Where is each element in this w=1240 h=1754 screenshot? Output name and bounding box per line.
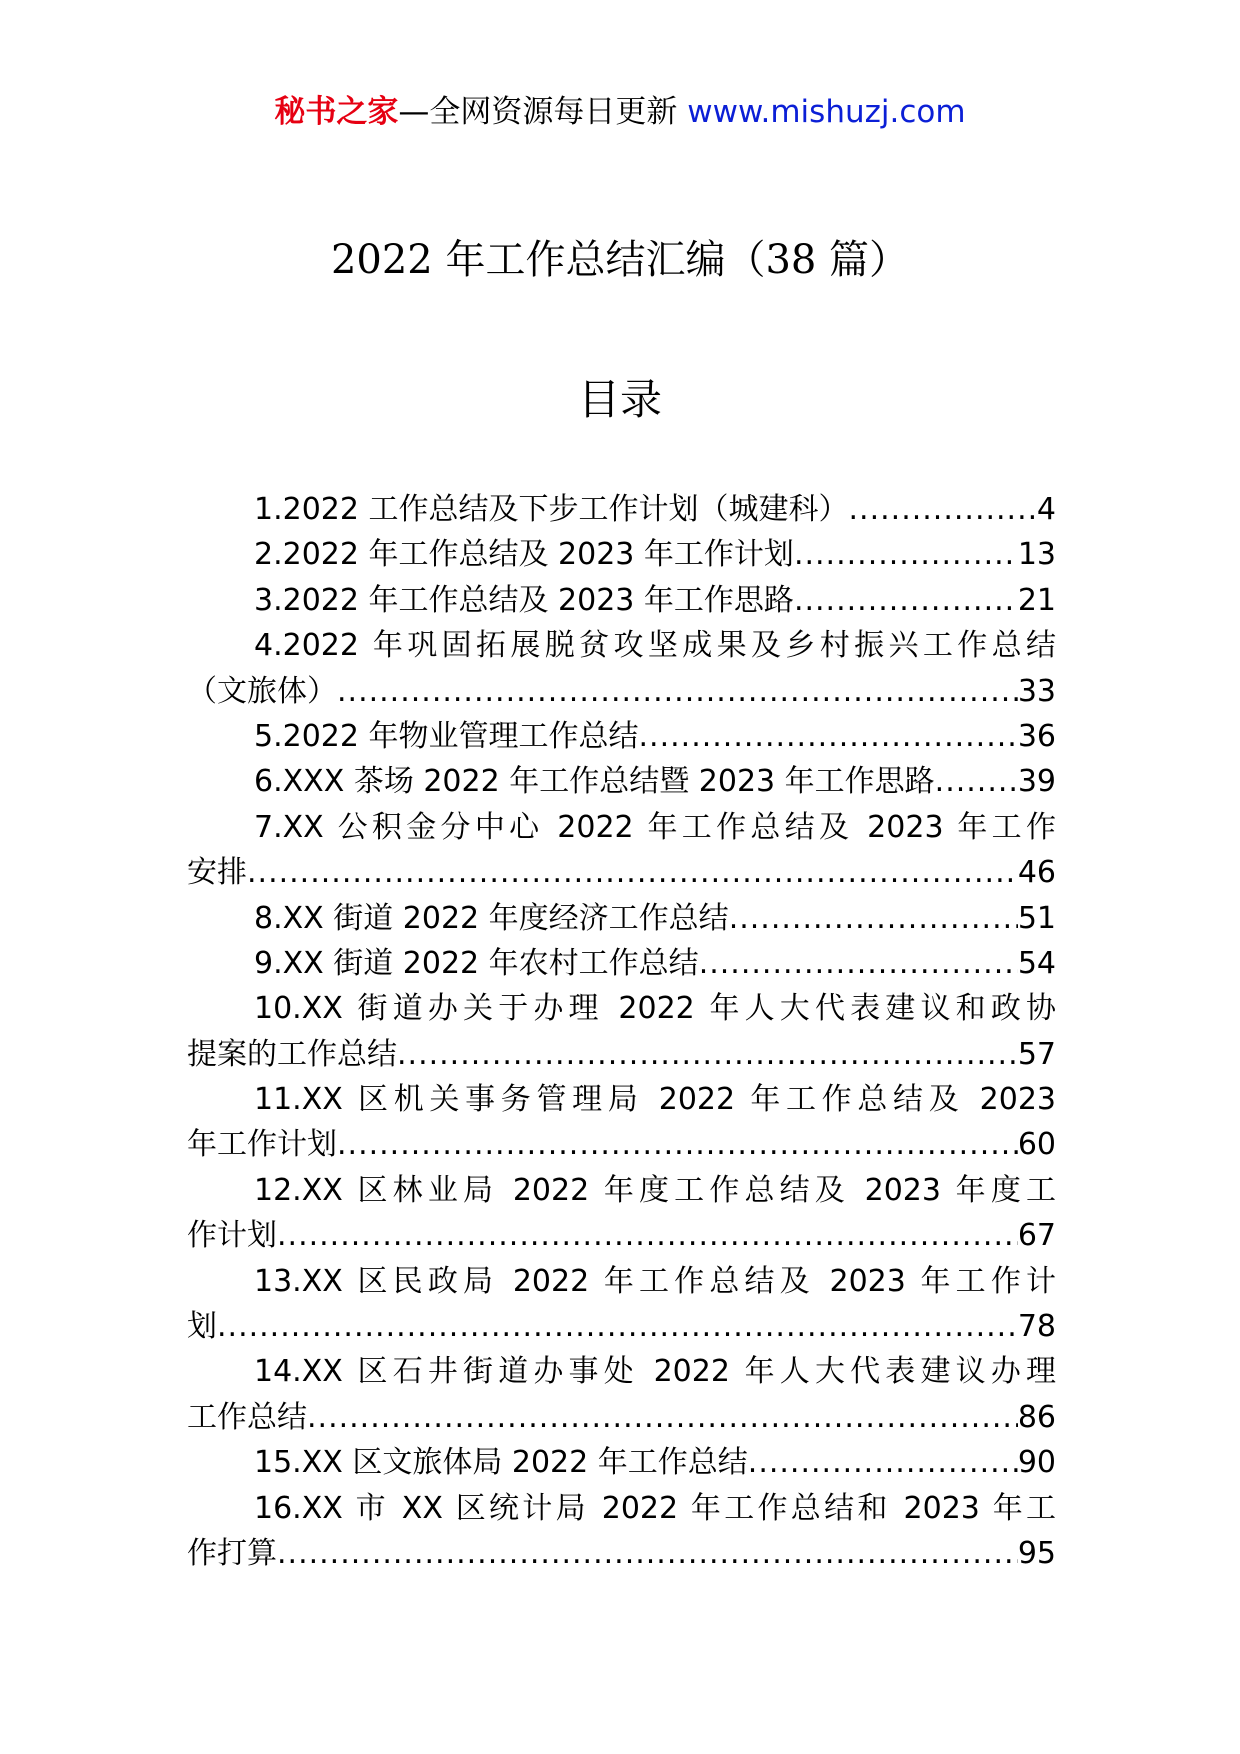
toc-dot-leader — [247, 850, 1018, 895]
toc-entry-line[interactable] — [187, 1349, 1056, 1394]
toc-page-number: 39 — [1017, 764, 1056, 800]
toc-entry-title: 年工作计划 — [187, 1127, 337, 1163]
toc-entry-title: 7.XX 公积金分中心 2022 年工作总结及 2023 年工作 — [254, 809, 1056, 845]
toc-entry-line[interactable] — [187, 1304, 1056, 1349]
toc-entry-title: 安排 — [187, 855, 247, 891]
toc-dot-leader — [639, 714, 1018, 759]
toc-entry-line[interactable] — [187, 1077, 1056, 1122]
toc-entry-line[interactable] — [187, 532, 1056, 577]
toc-dot-leader — [794, 532, 1018, 577]
table-of-contents — [187, 487, 1056, 1576]
site-url-link[interactable]: www.mishuzj.com — [687, 94, 966, 130]
toc-entry-title: 1.2022 工作总结及下步工作计划（城建科） — [254, 492, 849, 527]
toc-entry-title: （文旅体） — [187, 673, 337, 709]
toc-entry-line[interactable] — [187, 1395, 1056, 1440]
toc-entry-line[interactable] — [187, 714, 1056, 759]
toc-entry-title: 作打算 — [187, 1535, 277, 1571]
toc-dot-leader — [397, 1032, 1018, 1077]
toc-page-number: 57 — [1017, 1036, 1056, 1072]
toc-page-number: 36 — [1017, 718, 1056, 754]
toc-page-number: 90 — [1017, 1445, 1056, 1481]
toc-page-number: 78 — [1017, 1309, 1056, 1345]
toc-page-number: 86 — [1017, 1399, 1056, 1435]
toc-dot-leader — [794, 578, 1018, 623]
toc-entry-title: 作计划 — [187, 1218, 277, 1254]
toc-entry-line[interactable] — [187, 1122, 1056, 1167]
toc-entry-line[interactable] — [187, 1168, 1056, 1213]
toc-dot-leader — [307, 1395, 1018, 1440]
toc-entry-title: 2.2022 年工作总结及 2023 年工作计划 — [254, 537, 794, 573]
toc-entry-line[interactable] — [187, 1531, 1056, 1576]
toc-dot-leader — [699, 941, 1018, 986]
toc-dot-leader — [748, 1440, 1018, 1485]
toc-entry-line[interactable] — [187, 896, 1056, 941]
toc-dot-leader — [337, 1122, 1018, 1167]
toc-dot-leader — [217, 1304, 1018, 1349]
toc-page-number: 33 — [1017, 673, 1056, 709]
toc-entry-title: 8.XX 街道 2022 年度经济工作总结 — [254, 900, 729, 936]
toc-entry-line[interactable] — [187, 941, 1056, 986]
toc-entry-title: 10.XX 街道办关于办理 2022 年人大代表建议和政协 — [254, 991, 1056, 1027]
toc-dot-leader — [277, 1531, 1018, 1576]
toc-entry-line[interactable] — [187, 805, 1056, 850]
toc-entry-line[interactable] — [187, 1486, 1056, 1531]
toc-entry-line[interactable] — [187, 487, 1056, 532]
toc-entry-title: 3.2022 年工作总结及 2023 年工作思路 — [254, 582, 794, 618]
toc-dot-leader — [849, 487, 1037, 532]
toc-page-number: 4 — [1036, 492, 1056, 527]
toc-page-number: 60 — [1017, 1127, 1056, 1163]
document-title: 2022 年工作总结汇编（38 篇） — [330, 237, 910, 283]
toc-entry-line[interactable] — [187, 759, 1056, 804]
toc-entry-line[interactable] — [187, 850, 1056, 895]
toc-entry-line[interactable] — [187, 986, 1056, 1031]
toc-page-number: 13 — [1017, 537, 1056, 573]
toc-page-number: 67 — [1017, 1218, 1056, 1254]
toc-entry-title: 12.XX 区林业局 2022 年度工作总结及 2023 年度工 — [254, 1172, 1056, 1208]
toc-entry-title: 4.2022 年巩固拓展脱贫攻坚成果及乡村振兴工作总结 — [254, 628, 1056, 664]
toc-page-number: 21 — [1017, 582, 1056, 618]
toc-heading: 目录 — [577, 375, 662, 424]
toc-dot-leader — [935, 759, 1018, 804]
toc-entry-title: 16.XX 市 XX 区统计局 2022 年工作总结和 2023 年工 — [254, 1490, 1056, 1526]
toc-entry-title: 9.XX 街道 2022 年农村工作总结 — [254, 945, 699, 981]
toc-page-number: 51 — [1017, 900, 1056, 936]
toc-entry-title: 13.XX 区民政局 2022 年工作总结及 2023 年工作计 — [254, 1263, 1056, 1299]
toc-entry-line[interactable] — [187, 1259, 1056, 1304]
toc-entry-title: 14.XX 区石井街道办事处 2022 年人大代表建议办理 — [254, 1354, 1056, 1390]
toc-entry-line[interactable] — [187, 1213, 1056, 1258]
brand-name: 秘书之家 — [274, 94, 399, 130]
toc-entry-title: 5.2022 年物业管理工作总结 — [254, 718, 639, 754]
toc-page-number: 54 — [1017, 945, 1056, 981]
toc-dot-leader — [337, 669, 1018, 714]
toc-entry-line[interactable] — [187, 578, 1056, 623]
toc-entry-title: 11.XX 区机关事务管理局 2022 年工作总结及 2023 — [254, 1082, 1056, 1118]
toc-entry-line[interactable] — [187, 1032, 1056, 1077]
toc-page-number: 46 — [1017, 855, 1056, 891]
header-tagline: —全网资源每日更新 — [398, 94, 678, 130]
toc-entry-title: 提案的工作总结 — [187, 1036, 397, 1072]
toc-entry-line[interactable] — [187, 669, 1056, 714]
toc-entry-title: 6.XXX 茶场 2022 年工作总结暨 2023 年工作思路 — [254, 764, 935, 800]
toc-entry-line[interactable] — [187, 623, 1056, 668]
toc-page-number: 95 — [1017, 1535, 1056, 1571]
site-header — [0, 92, 1240, 132]
toc-dot-leader — [277, 1213, 1018, 1258]
toc-entry-title: 工作总结 — [187, 1399, 307, 1435]
toc-dot-leader — [729, 896, 1018, 941]
toc-entry-title: 15.XX 区文旅体局 2022 年工作总结 — [254, 1445, 748, 1481]
toc-entry-line[interactable] — [187, 1440, 1056, 1485]
toc-entry-title: 划 — [187, 1309, 217, 1345]
